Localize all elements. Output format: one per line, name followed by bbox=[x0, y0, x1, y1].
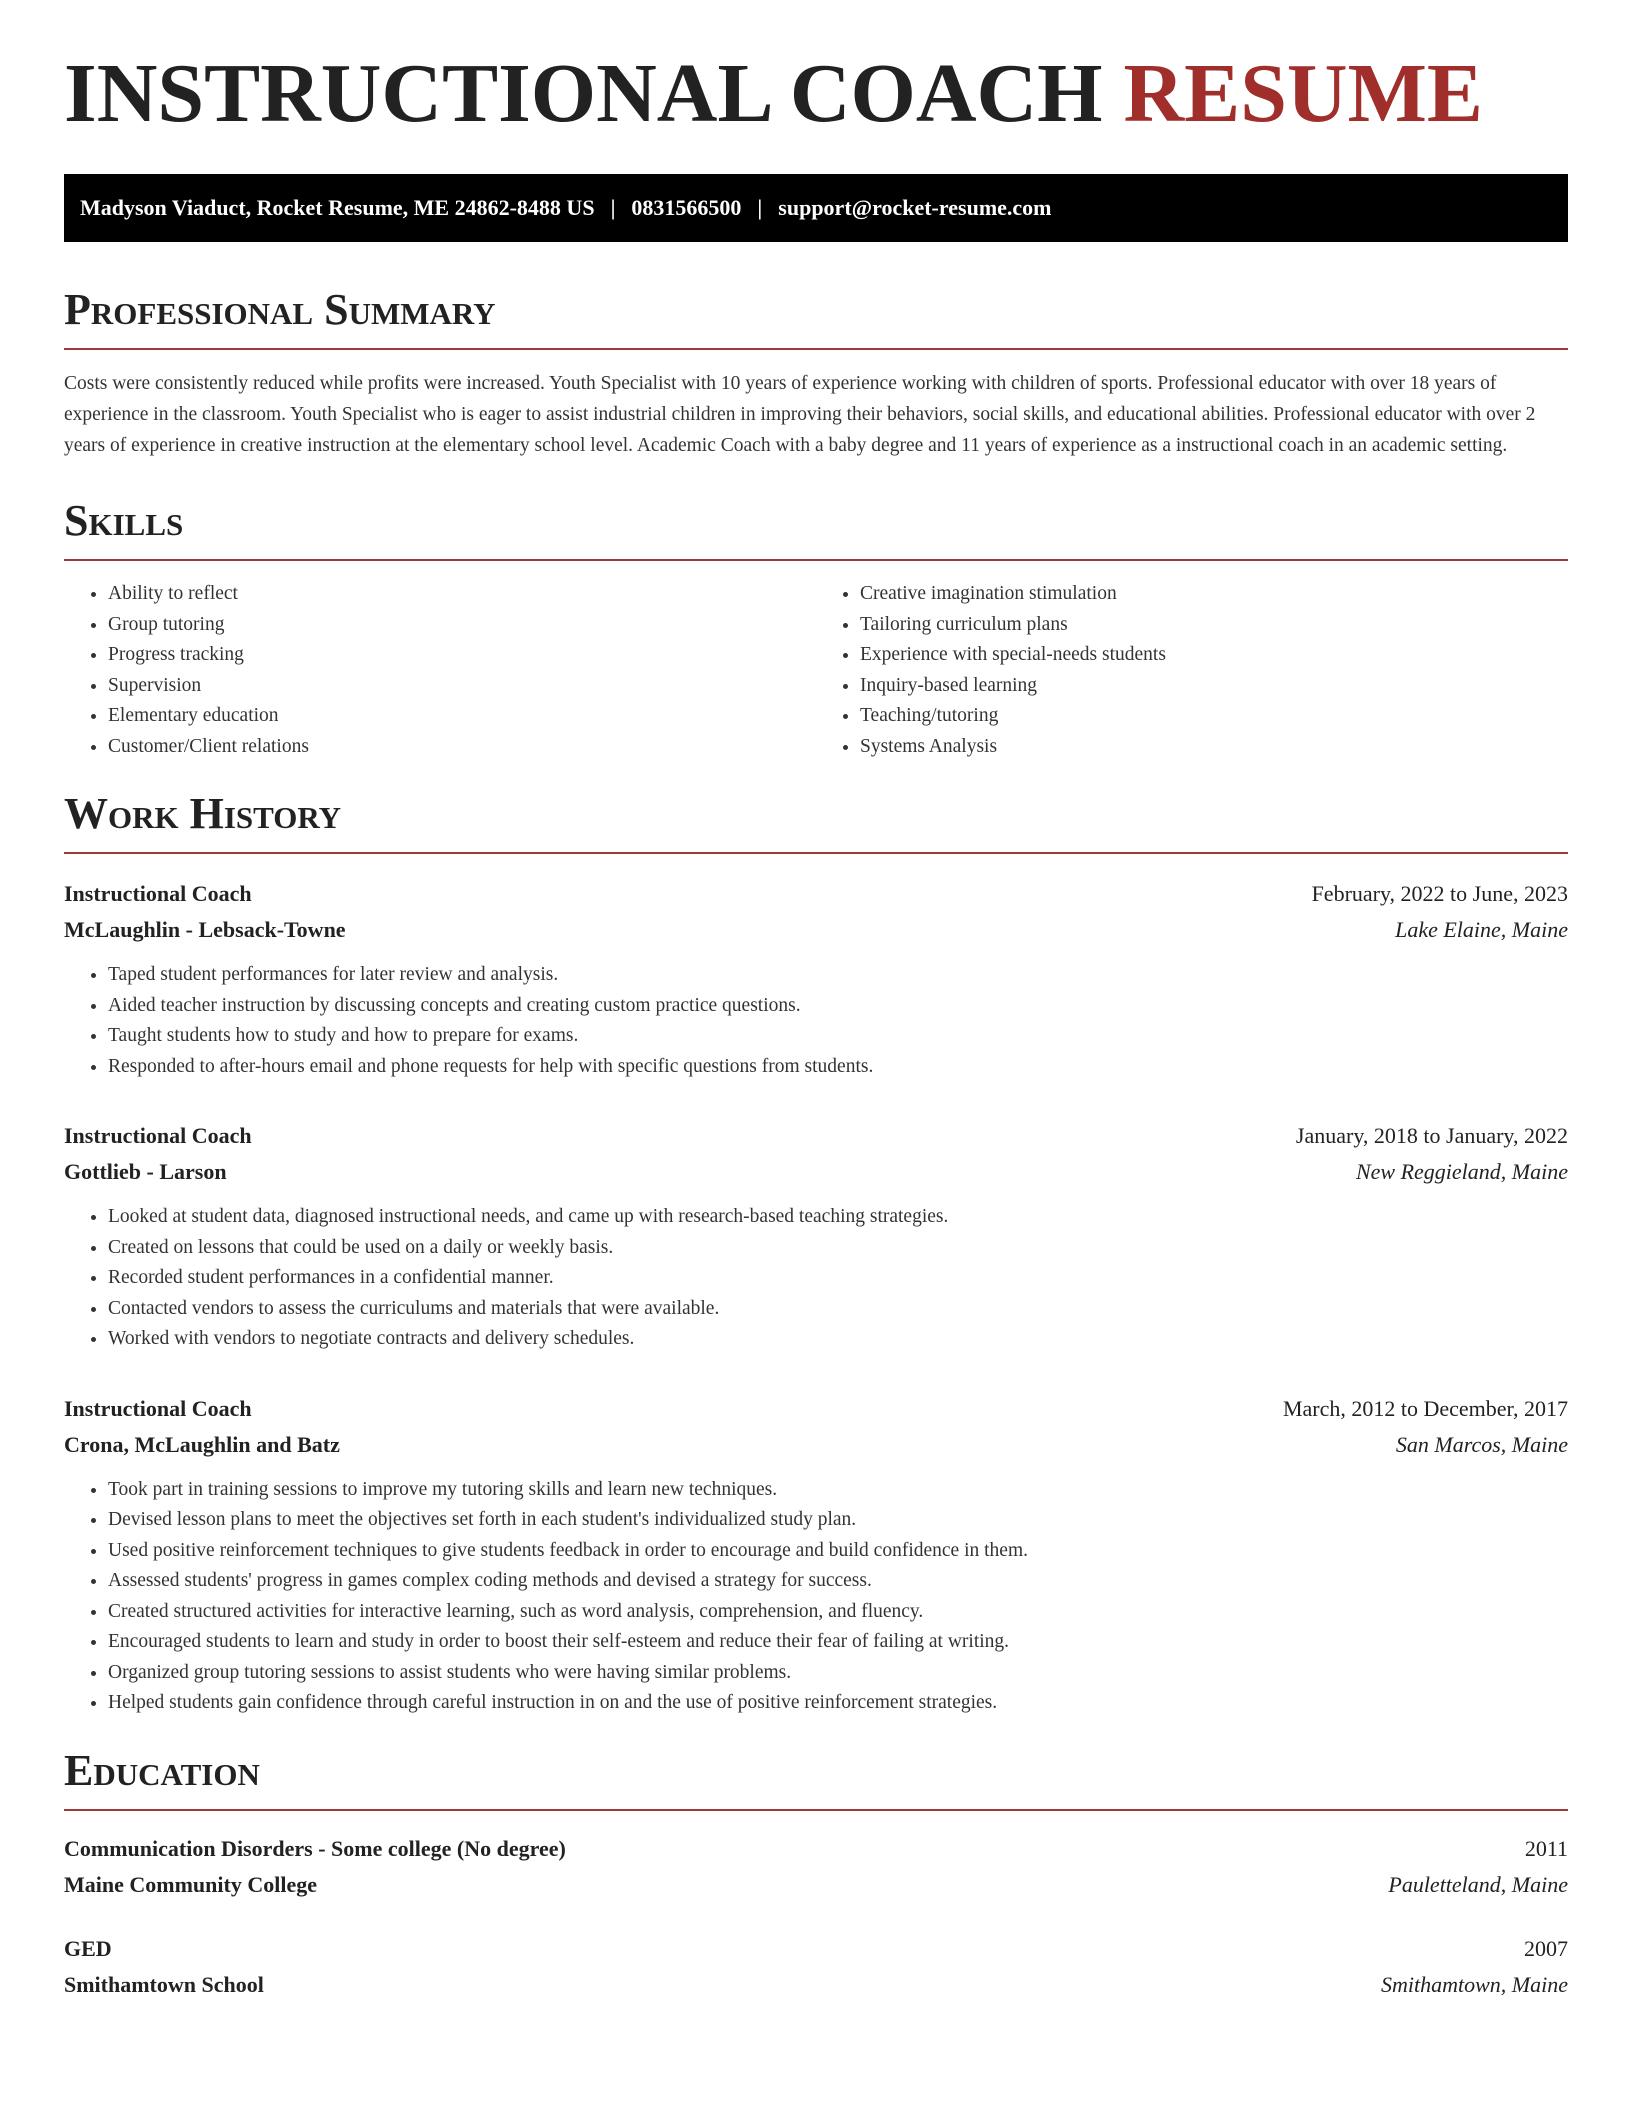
contact-bar bbox=[64, 174, 1568, 242]
resume-title bbox=[64, 47, 1568, 140]
education-location: Smithamtown, Maine bbox=[1381, 1971, 1568, 1997]
job-bullet: • Organized group tutoring sessions to assist students who were having similar problems. bbox=[108, 1658, 1568, 1689]
job-location: San Marcos, Maine bbox=[1395, 1431, 1568, 1457]
skill-item: • Teaching/tutoring bbox=[860, 701, 1568, 732]
title-accent: RESUME bbox=[1123, 47, 1483, 140]
job-bullet: • Responded to after-hours email and phone requests for help with specific questions from students. bbox=[108, 1052, 1568, 1083]
skill-item: • Ability to reflect bbox=[108, 579, 816, 610]
skill-item: • Supervision bbox=[108, 671, 816, 702]
skills-right-column bbox=[816, 579, 1568, 762]
job-bullet: • Contacted vendors to assess the curriculums and materials that were available. bbox=[108, 1294, 1568, 1325]
job-title-row bbox=[64, 1118, 1568, 1154]
education-degree: Communication Disorders - Some college (No degree) bbox=[64, 1835, 566, 1861]
job-company-row bbox=[64, 1427, 1568, 1463]
job-bullet: • Worked with vendors to negotiate contracts and delivery schedules. bbox=[108, 1324, 1568, 1355]
job-entry bbox=[64, 876, 1568, 1082]
job-dates: March, 2012 to December, 2017 bbox=[1282, 1395, 1568, 1421]
job-title: Instructional Coach bbox=[64, 881, 252, 906]
job-company-row bbox=[64, 1154, 1568, 1190]
job-bullet: • Created on lessons that could be used on a daily or weekly basis. bbox=[108, 1233, 1568, 1264]
job-entry bbox=[64, 1391, 1568, 1719]
contact-separator: | bbox=[610, 195, 616, 220]
education-school-row bbox=[64, 1967, 1568, 2003]
job-bullets bbox=[64, 1202, 1568, 1355]
education-year: 2007 bbox=[1524, 1935, 1568, 1961]
education-section bbox=[64, 1745, 1568, 2003]
education-degree-row bbox=[64, 1931, 1568, 1967]
skills-grid bbox=[64, 579, 1568, 762]
job-company: Gottlieb - Larson bbox=[64, 1159, 227, 1184]
job-bullet: • Looked at student data, diagnosed instructional needs, and came up with research-based teaching strategies. bbox=[108, 1202, 1568, 1233]
education-entry bbox=[64, 1831, 1568, 1903]
contact-email: support@rocket-resume.com bbox=[778, 195, 1052, 220]
job-bullets bbox=[64, 1475, 1568, 1719]
job-entry bbox=[64, 1118, 1568, 1355]
job-title-row bbox=[64, 876, 1568, 912]
job-bullet: • Taught students how to study and how to prepare for exams. bbox=[108, 1021, 1568, 1052]
job-bullet: • Taped student performances for later review and analysis. bbox=[108, 960, 1568, 991]
job-title-row bbox=[64, 1391, 1568, 1427]
skills-section bbox=[64, 496, 1568, 762]
job-bullets bbox=[64, 960, 1568, 1082]
job-bullet: • Helped students gain confidence through careful instruction in on and the use of positive reinforcement strategies. bbox=[108, 1688, 1568, 1719]
job-dates: January, 2018 to January, 2022 bbox=[1295, 1123, 1568, 1148]
skill-item: • Tailoring curriculum plans bbox=[860, 610, 1568, 641]
education-location: Pauletteland, Maine bbox=[1388, 1871, 1568, 1897]
education-year: 2011 bbox=[1524, 1835, 1568, 1861]
job-bullet: • Assessed students' progress in games complex coding methods and devised a strategy for success. bbox=[108, 1566, 1568, 1597]
job-dates: February, 2022 to June, 2023 bbox=[1311, 881, 1568, 906]
skill-item: • Elementary education bbox=[108, 701, 816, 732]
job-bullet: • Devised lesson plans to meet the objectives set forth in each student's individualized study plan. bbox=[108, 1505, 1568, 1536]
summary-text: Costs were consistently reduced while profits were increased. Youth Specialist with 10 years of experience working with children of sports. Professional educator with over 18 years of experience in the classroom. Youth Specialist who is eager to assist industrial children in improving their behaviors, social skills, and educational abilities. Professional educator with over 2 years of experience in creative instruction at the elementary school level. Academic Coach with a baby degree and 11 years of experience as a instructional coach in an academic setting. bbox=[64, 373, 1536, 456]
job-title: Instructional Coach bbox=[64, 1395, 252, 1421]
job-company-row bbox=[64, 912, 1568, 948]
job-location: Lake Elaine, Maine bbox=[1395, 917, 1568, 942]
job-bullet: • Took part in training sessions to improve my tutoring skills and learn new techniques. bbox=[108, 1475, 1568, 1506]
education-heading: Education bbox=[64, 1749, 1568, 1811]
education-entry bbox=[64, 1931, 1568, 2003]
education-degree: GED bbox=[64, 1935, 112, 1961]
summary-heading: Professional Summary bbox=[64, 288, 1568, 350]
title-main: INSTRUCTIONAL COACH bbox=[64, 47, 1103, 140]
skill-item: • Inquiry-based learning bbox=[860, 671, 1568, 702]
education-school-row bbox=[64, 1867, 1568, 1903]
skill-item: • Systems Analysis bbox=[860, 732, 1568, 763]
job-bullet: • Aided teacher instruction by discussing concepts and creating custom practice questions. bbox=[108, 991, 1568, 1022]
education-degree-row bbox=[64, 1831, 1568, 1867]
job-bullet: • Used positive reinforcement techniques to give students feedback in order to encourage and build confidence in them. bbox=[108, 1536, 1568, 1567]
skills-left-column bbox=[64, 579, 816, 762]
job-bullet: • Created structured activities for interactive learning, such as word analysis, comprehension, and fluency. bbox=[108, 1597, 1568, 1628]
skill-item: • Experience with special-needs students bbox=[860, 640, 1568, 671]
job-company: Crona, McLaughlin and Batz bbox=[64, 1431, 340, 1457]
work-history-heading: Work History bbox=[64, 792, 1568, 854]
contact-phone: 0831566500 bbox=[631, 195, 742, 220]
skill-item: • Progress tracking bbox=[108, 640, 816, 671]
contact-address: Madyson Viaduct, Rocket Resume, ME 24862-8488 US bbox=[80, 195, 595, 220]
skill-item: • Creative imagination stimulation bbox=[860, 579, 1568, 610]
skill-item: • Group tutoring bbox=[108, 610, 816, 641]
skill-item: • Customer/Client relations bbox=[108, 732, 816, 763]
contact-separator: | bbox=[757, 195, 763, 220]
job-company: McLaughlin - Lebsack-Towne bbox=[64, 917, 346, 942]
job-location: New Reggieland, Maine bbox=[1355, 1159, 1568, 1184]
job-bullet: • Encouraged students to learn and study in order to boost their self-esteem and reduce their fear of failing at writing. bbox=[108, 1627, 1568, 1658]
skills-heading: Skills bbox=[64, 499, 1568, 561]
work-history-section bbox=[64, 789, 1568, 1719]
education-school: Smithamtown School bbox=[64, 1971, 264, 1997]
job-bullet: • Recorded student performances in a confidential manner. bbox=[108, 1263, 1568, 1294]
summary-section bbox=[64, 285, 1568, 461]
education-school: Maine Community College bbox=[64, 1871, 317, 1897]
job-title: Instructional Coach bbox=[64, 1123, 252, 1148]
